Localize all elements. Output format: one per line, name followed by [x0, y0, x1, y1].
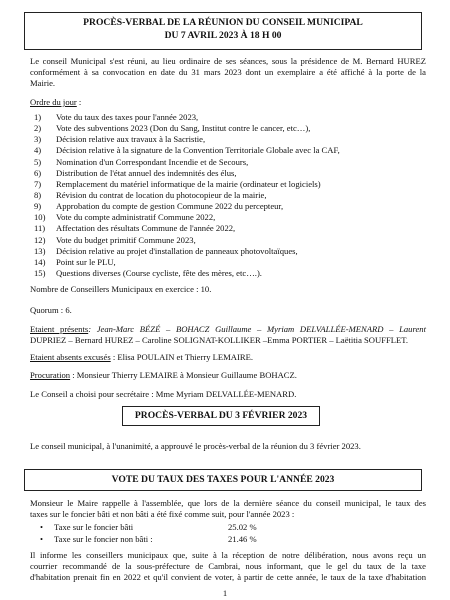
agenda-item-text: Vote du budget primitif Commune 2023, [56, 234, 196, 245]
absent-names: : Elisa POULAIN et Thierry LEMAIRE. [110, 352, 254, 362]
tax-rate-label: Taxe sur le foncier non bâti : [54, 534, 153, 544]
agenda-item [30, 268, 426, 279]
agenda-item [30, 112, 426, 123]
title-box [24, 12, 422, 50]
agenda-item [30, 123, 426, 134]
agenda-item-text: Remplacement du matériel informatique de la mairie (ordinateur et logiciels) [56, 178, 321, 189]
agenda-item-number: 10) [34, 212, 46, 223]
tax-rate-value: 25.02 % [228, 522, 257, 532]
agenda-item [30, 212, 426, 223]
agenda-item-text: Questions diverses (Course cycliste, fête des mères, etc….). [56, 267, 262, 278]
intro-line-3: Mairie. [30, 78, 56, 88]
agenda-item [30, 223, 426, 234]
agenda-item-text: Point sur le PLU, [56, 256, 116, 267]
agenda-item-number: 7) [34, 178, 42, 189]
title-line-1: PROCÈS-VERBAL DE LA RÉUNION DU CONSEIL MUNICIPAL [83, 17, 363, 28]
agenda-item-text: Affectation des résultats Commune de l'année 2022, [56, 223, 236, 234]
present-line-1 [30, 324, 426, 335]
agenda-item-number: 12) [34, 234, 46, 245]
agenda-item [30, 179, 426, 190]
agenda-item [30, 201, 426, 212]
proxy-label: Procuration [30, 370, 71, 380]
agenda-item-number: 1) [34, 112, 42, 122]
bullet-icon: • [40, 522, 44, 532]
members-in-office: Nombre de Conseillers Municipaux en exercice : 10. [30, 284, 212, 294]
page-number: 1 [222, 588, 228, 598]
agenda-item-number: 2) [34, 123, 42, 134]
intro-line-1: Le conseil Municipal s'est réuni, au lieu ordinaire de ses séances, sous la présidence de M. Bernard HUREZ [30, 56, 426, 66]
agenda-item-text: Décision relative aux travaux à la Sacristie, [56, 134, 206, 145]
agenda-item-text: Vote des subventions 2023 (Don du Sang, Institut contre le cancer, etc…), [56, 123, 311, 134]
agenda-item-number: 4) [34, 145, 42, 156]
agenda-list [30, 112, 426, 279]
agenda-item-number: 8) [34, 189, 42, 200]
tax-rate-value: 21.46 % [228, 534, 257, 544]
agenda-item [30, 246, 426, 257]
tax-rates-list [40, 521, 257, 545]
intro-line-2: conformément à sa convocation en date du 31 mars 2023 dont un exemplaire a été affiché à la porte de la [30, 67, 426, 77]
agenda-item-text: Nomination d'un Correspondant Incendie et de Secours, [56, 156, 249, 167]
quorum: Quorum : 6. [30, 305, 72, 315]
present-label: Etaient présents [30, 324, 89, 334]
absent-line [30, 352, 426, 363]
agenda-heading-suffix: : [76, 97, 82, 107]
present-line-2: DUPRIEZ – Bernard HUREZ – Caroline SOLIGNAT-KOLLIKER –Emma PORTIER – Laëtitia SOUFFLET. [30, 335, 409, 345]
agenda-item-number: 13) [34, 245, 46, 256]
absent-label: Etaient absents excusés [30, 352, 111, 362]
proxy-text: : Monsieur Thierry LEMAIRE à Monsieur Guillaume BOHACZ. [70, 370, 297, 380]
tax-rate-label: Taxe sur le foncier bâti [54, 522, 134, 532]
info-line-1: Il informe les conseillers municipaux que, suite à la réception de notre délibération, nous avons reçu un [30, 550, 426, 560]
agenda-heading [30, 97, 426, 108]
tax-rate-row [40, 533, 257, 545]
agenda-item [30, 168, 426, 179]
agenda-item-text: Distribution de l'état annuel des indemnités des élus, [56, 167, 237, 178]
agenda-item-number: 3) [34, 134, 42, 145]
agenda-item-text: Vote du compte administratif Commune 2022, [56, 212, 216, 223]
vote-text-line-1: Monsieur le Maire rappelle à l'assemblée, que lors de la dernière séance du conseil municipal, le taux des [30, 498, 426, 508]
agenda-item-text: Décision relative à la signature de la Convention Territoriale Globale avec la CAF, [56, 145, 340, 156]
agenda-item-number: 11) [34, 223, 46, 234]
agenda-item [30, 257, 426, 268]
pv-approval-box: PROCÈS-VERBAL DU 3 FÉVRIER 2023 [122, 406, 320, 426]
agenda-item-number: 15) [34, 267, 46, 278]
proxy-line [30, 370, 426, 381]
title-line-2: DU 7 AVRIL 2023 À 18 H 00 [164, 30, 282, 41]
agenda-item [30, 157, 426, 168]
vote-section-box: VOTE DU TAUX DES TAXES POUR L'ANNÉE 2023 [24, 469, 422, 491]
agenda-item [30, 134, 426, 145]
agenda-item-number: 9) [34, 201, 42, 212]
info-line-3: d'habitation prenait fin en 2022 et qu'il convient de voter, à partir de cette année, le taux de la taxe d'habitation [30, 572, 426, 582]
agenda-item-number: 5) [34, 156, 42, 167]
pv-approval-text: Le conseil municipal, à l'unanimité, a approuvé le procès-verbal de la réunion du 3 février 2023. [30, 441, 361, 451]
vote-text-line-2: taxes sur le foncier bâti et non bâti a été fixé comme suit, pour l'année 2023 : [30, 509, 295, 519]
agenda-item-number: 14) [34, 256, 46, 267]
tax-rate-row [40, 521, 257, 533]
agenda-item-text: Révision du contrat de location du photocopieur de la mairie, [56, 189, 267, 200]
agenda-item-number: 6) [34, 167, 42, 178]
agenda-item-text: Décision relative au projet d'installation de panneaux photovoltaïques, [56, 245, 298, 256]
agenda-heading-label: Ordre du jour [30, 97, 77, 107]
agenda-item-text: Approbation du compte de gestion Commune 2022 du percepteur, [56, 201, 284, 212]
agenda-item [30, 235, 426, 246]
agenda-item-text: Vote du taux des taxes pour l'année 2023, [56, 112, 199, 122]
agenda-item [30, 145, 426, 156]
secretary-line: Le Conseil a choisi pour secrétaire : Mme Myriam DELVALLÉE-MENARD. [30, 389, 297, 399]
agenda-item [30, 190, 426, 201]
bullet-icon: • [40, 534, 44, 544]
present-names-1: : Jean-Marc BÉZÉ – BOHACZ Guillaume – Myriam DELVALLÉE-MENARD – Laurent [88, 324, 426, 334]
info-line-2: courrier recommandé de la sous-préfecture de Cambrai, nous informant, que le gel du taux de la taxe [30, 561, 426, 571]
